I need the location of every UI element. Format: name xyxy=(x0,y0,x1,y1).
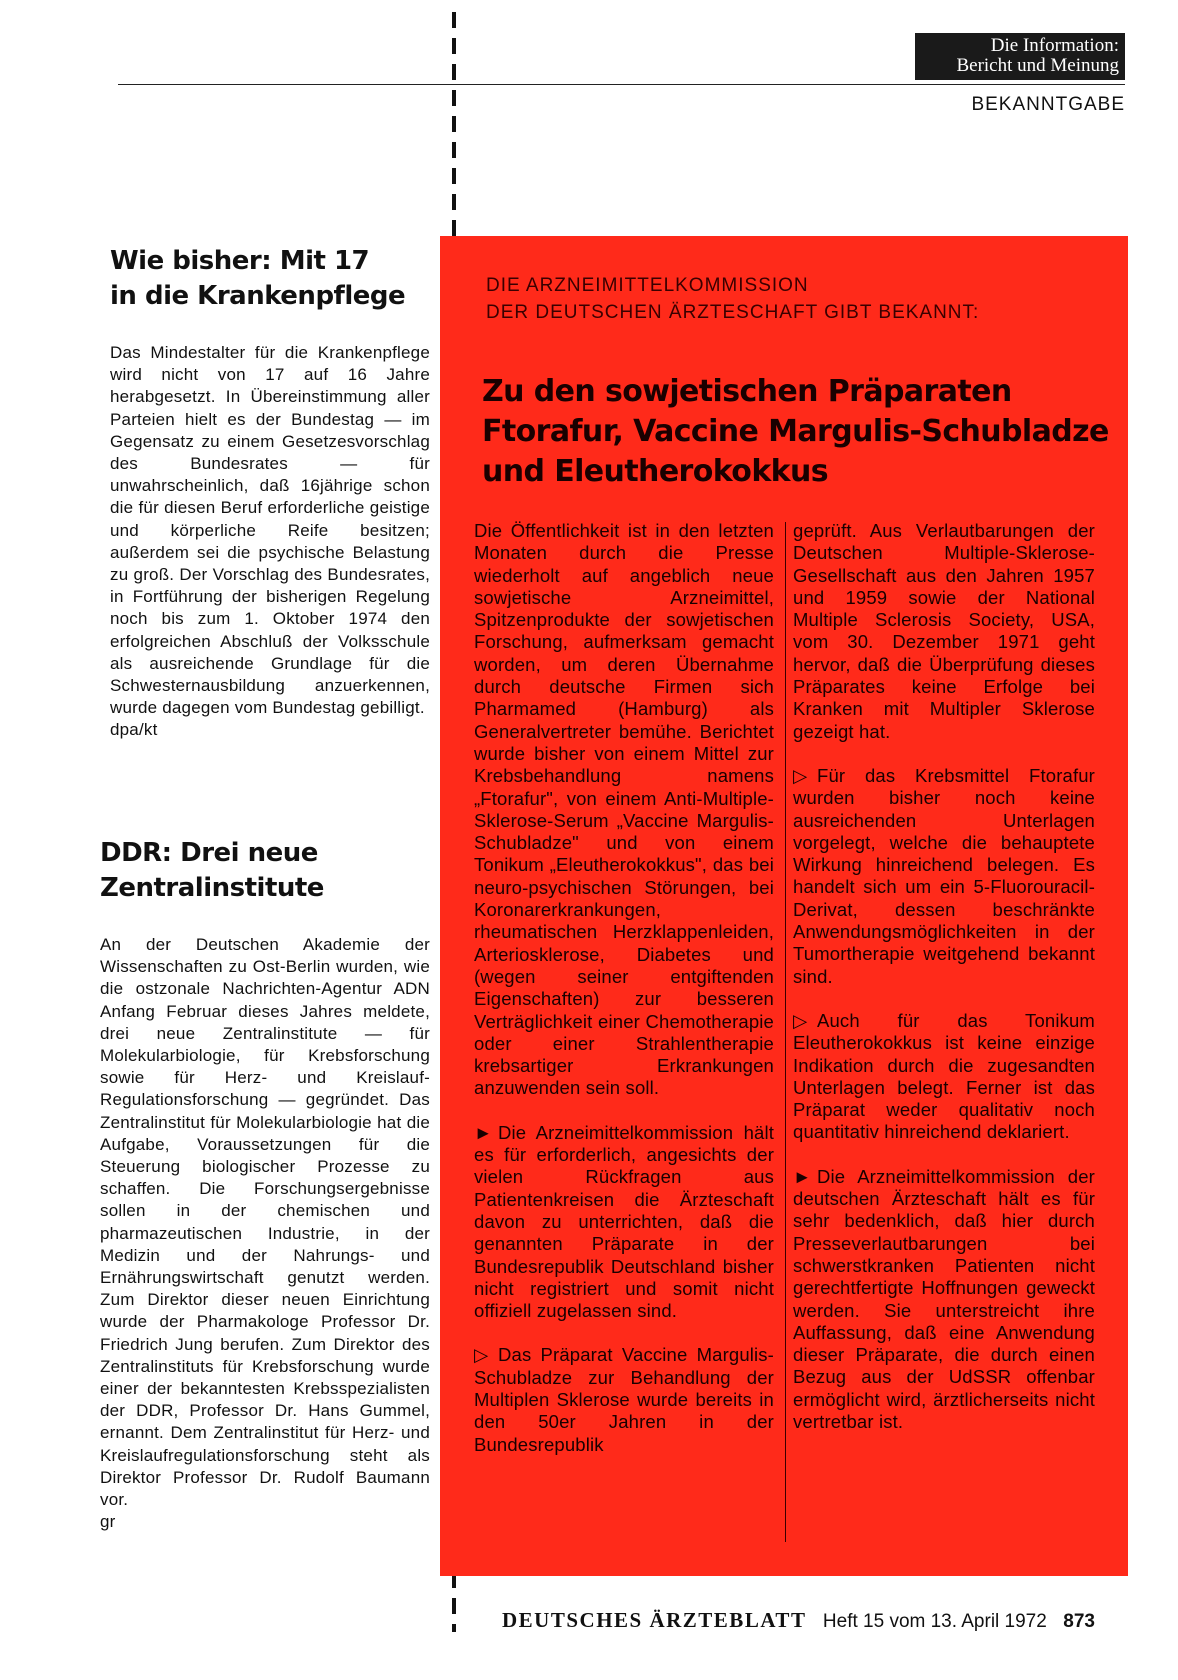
paragraph-text: Die Arzneimittelkommission der deutschen Ärzteschaft hält es für sehr bedenklich, daß hier durch Presseverlautbarungen bei schwerstkranken Patienten nicht gerechtfertigte Hoffnungen geweckt werden. Sie unterstreicht ihre Auffassung, daß eine Anwendung dieser Präparate, die durch einen Bezug aus der UdSSR offenbar ermöglicht wird, ärztlicherseits nicht vertretbar ist. xyxy=(793,1165,1095,1432)
article-body-text: Das Mindestalter für die Krankenpflege wird nicht von 17 auf 16 Jahre herabgesetzt. In Übereinstimmung aller Parteien hielt es der Bundestag — im Gegensatz zu einem Gesetzesvorschlag des Bundesrates — für unwahrscheinlich, daß 16jährige schon die für diesen Beruf erforderliche geistige und körperliche Reife besitzen; außerdem sei die psychische Belastung zu groß. Der Vorschlag des Bundesrates, in Fortführung der bisherigen Regelung noch bis zum 1. Oktober 1974 den erfolgreichen Abschluß der Volksschule als ausreichende Grundlage für die Schwesternausbildung anzuerkennen, wurde dagegen vom Bundestag gebilligt. xyxy=(110,343,430,718)
paragraph-text: Für das Krebsmittel Ftorafur wurden bisher noch keine ausreichenden Unterlagen vorgelegt, welche die behauptete Wirkung hinreichend belegen. Es handelt sich um ein 5-Fluorouracil-Derivat, dessen beschränkte Anwendungsmöglichkeiten in der Tumortherapie weitgehend bekannt sind. xyxy=(793,764,1095,987)
publication-name: DEUTSCHES ÄRZTEBLATT xyxy=(502,1608,807,1632)
section-label: BEKANNTGABE xyxy=(971,94,1125,115)
rubric-line-1: Die Information: xyxy=(990,35,1119,56)
announcement-column-1 xyxy=(474,520,774,1478)
paragraph-text: Die Arzneimittelkommission hält es für erforderlich, angesichts der vielen Rückfragen aus Patientenkreisen die Ärzteschaft davon zu unterrichten, daß die genannten Präparate in der Bundesrepublik Deutschland bisher nicht registriert und somit nicht offiziell zugelassen sind. xyxy=(474,1121,774,1322)
rubric-line-2: Bericht und Meinung xyxy=(956,55,1119,76)
headline-line-3: und Eleutherokokkus xyxy=(482,454,829,489)
paragraph xyxy=(474,1122,774,1323)
article-zentralinstitute-signature: gr xyxy=(100,1512,116,1532)
announcement-kicker xyxy=(486,272,979,326)
headline-line-1: Wie bisher: Mit 17 xyxy=(110,246,370,276)
outline-triangle-icon: ▷ xyxy=(793,764,808,786)
paragraph xyxy=(793,1010,1095,1144)
paragraph: Die Öffentlichkeit ist in den letzten Monaten durch die Presse wiederholt auf angeblich neue sowjetische Arzneimittel, Spitzenprodukte der sowjetischen Forschung, aufmerksam gemacht worden, um deren Übernahme durch deutsche Firmen sich Pharmamed (Hamburg) als Generalvertreter bemühe. Berichtet wurde bisher von einem Mittel zur Krebsbehandlung namens „Ftorafur", von einem Anti-Multiple-Sklerose-Serum „Vaccine Margulis-Schubladze" und von einem Tonikum „Eleutherokokkus", das bei neuro-psychischen Störungen, bei Koronarerkrankungen, rheumatischen Herzklappenleiden, Arteriosklerose, Diabetes und (wegen seiner entgiftenden Eigenschaften) zur besseren Verträglichkeit einer Chemotherapie oder einer Strahlentherapie krebsartiger Erkrankungen anzuwenden sein soll. xyxy=(474,520,774,1099)
paragraph xyxy=(793,1166,1095,1434)
announcement-headline xyxy=(482,372,1122,492)
headline-line-2: in die Krankenpflege xyxy=(110,281,406,311)
article-zentralinstitute xyxy=(100,836,430,1533)
rubric-box xyxy=(915,33,1125,80)
outline-triangle-icon: ▷ xyxy=(793,1009,808,1031)
paragraph: geprüft. Aus Verlautbarungen der Deutschen Multiple-Sklerose-Gesellschaft aus den Jahren 1957 und 1959 sowie der National Multiple Sclerosis Society, USA, vom 30. Dezember 1971 geht hervor, daß die Überprüfung dieses Präparates keine Erfolge bei Kranken mit Multipler Sklerose gezeigt hat. xyxy=(793,520,1095,742)
headline-line-1: DDR: Drei neue xyxy=(100,838,318,868)
kicker-line-1: DIE ARZNEIMITTELKOMMISSION xyxy=(486,275,809,296)
outline-triangle-icon: ▷ xyxy=(474,1344,489,1366)
page-number: 873 xyxy=(1063,1611,1095,1632)
page-footer xyxy=(502,1608,1095,1633)
paragraph xyxy=(793,765,1095,988)
filled-triangle-icon: ► xyxy=(474,1121,493,1143)
article-krankenpflege xyxy=(110,244,430,742)
announcement-column-2 xyxy=(793,520,1095,1455)
kicker-line-2: DER DEUTSCHEN ÄRZTESCHAFT GIBT BEKANNT: xyxy=(486,302,980,323)
article-krankenpflege-headline xyxy=(110,244,430,314)
issue-info: Heft 15 vom 13. April 1972 xyxy=(822,1611,1047,1632)
filled-triangle-icon: ► xyxy=(793,1165,812,1187)
article-body-text: An der Deutschen Akademie der Wissenschaften zu Ost-Berlin wurden, wie die ostzonale Nachrichten-Agentur ADN Anfang Februar dieses Jahres meldete, drei neue Zentralinstitute — für Molekularbiologie, für Krebsforschung sowie für Herz- und Kreislauf-Regulationsforschung — gegründet. Das Zentralinstitut für Molekularbiologie hat die Aufgabe, Voraussetzungen für die Steuerung biologischer Prozesse zu schaffen. Die Forschungsergebnisse sollen in der chemischen und pharmazeutischen Industrie, in der Medizin und der Nahrungs- und Ernährungswirtschaft genutzt werden. Zum Direktor dieser neuen Einrichtung wurde der Pharmakologe Professor Dr. Friedrich Jung berufen. Zum Direktor des Zentralinstituts für Krebsforschung wurde einer der bekanntesten Krebsspezialisten der DDR, Professor Dr. Hans Gummel, ernannt. Dem Zentralinstitut für Herz- und Kreislaufregulationsforschung steht als Direktor Professor Dr. Rudolf Baumann vor. xyxy=(100,935,430,1510)
article-zentralinstitute-body xyxy=(100,934,430,1511)
column-divider xyxy=(785,522,786,1542)
headline-line-2: Zentralinstitute xyxy=(100,873,324,903)
paragraph xyxy=(474,1344,774,1455)
article-krankenpflege-signature: dpa/kt xyxy=(110,720,158,740)
article-zentralinstitute-headline xyxy=(100,836,430,906)
article-krankenpflege-body xyxy=(110,342,430,719)
headline-line-1: Zu den sowjetischen Präparaten xyxy=(482,374,1012,409)
paragraph-text: Das Präparat Vaccine Margulis-Schubladze zur Behandlung der Multiplen Sklerose wurde bereits in den 50er Jahren in der Bundesrepublik xyxy=(474,1344,774,1455)
headline-line-2: Ftorafur, Vaccine Margulis-Schubladze xyxy=(482,414,1109,449)
paragraph-text: Auch für das Tonikum Eleutherokokkus ist keine einzige Indikation durch die zugesandten Unterlagen belegt. Ferner ist das Präparat weder qualitativ noch quantitativ hinreichend deklariert. xyxy=(793,1009,1095,1143)
header-rule xyxy=(118,84,1125,85)
